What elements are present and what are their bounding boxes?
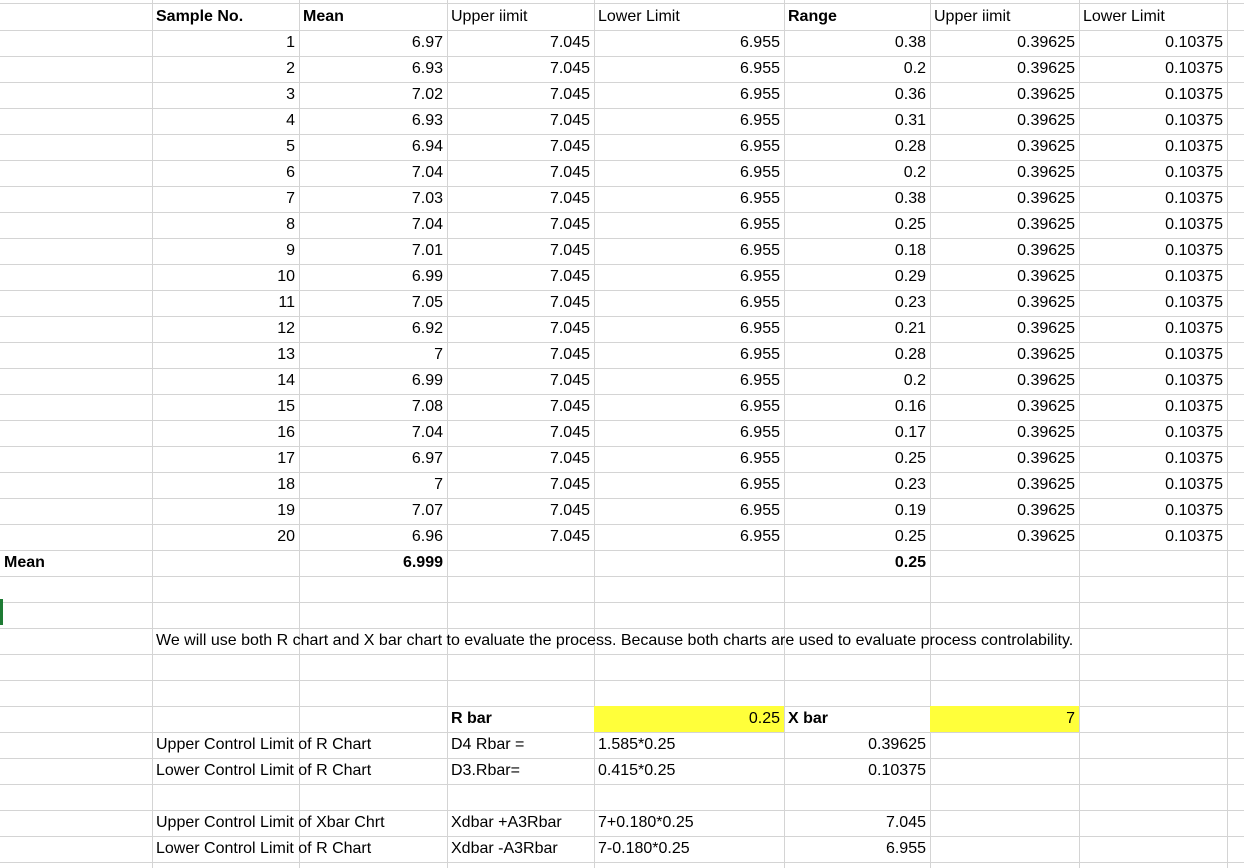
- table-cell[interactable]: 5: [286, 138, 295, 155]
- table-cell[interactable]: 6.96: [411, 528, 443, 545]
- row-gridline: [0, 654, 1244, 655]
- row-gridline: [0, 784, 1244, 785]
- column-header[interactable]: Mean: [303, 7, 344, 25]
- table-cell[interactable]: 7.01: [411, 242, 443, 259]
- table-cell[interactable]: 13: [277, 346, 295, 363]
- row-gridline: [0, 576, 1244, 577]
- table-cell[interactable]: 6.97: [411, 34, 443, 51]
- table-cell[interactable]: 6.955: [739, 86, 780, 103]
- lcl-x-formula[interactable]: Xdbar -A3Rbar: [451, 840, 558, 857]
- table-cell[interactable]: 6.99: [411, 372, 443, 389]
- table-cell[interactable]: 0.38: [894, 34, 926, 51]
- table-cell[interactable]: 7.04: [411, 216, 443, 233]
- table-cell[interactable]: 0.10375: [1165, 34, 1223, 51]
- table-cell[interactable]: 0.10375: [1165, 320, 1223, 337]
- table-cell[interactable]: 0.39625: [1017, 346, 1075, 363]
- table-cell[interactable]: 0.10375: [1165, 242, 1223, 259]
- table-cell[interactable]: 0.39625: [1017, 164, 1075, 181]
- table-cell[interactable]: 0.10375: [1165, 528, 1223, 545]
- table-cell[interactable]: 6.955: [739, 190, 780, 207]
- table-cell[interactable]: 7: [434, 476, 443, 493]
- table-cell[interactable]: 7.045: [549, 450, 590, 467]
- lcl-x-value[interactable]: 6.955: [885, 840, 926, 857]
- table-cell[interactable]: 20: [277, 528, 295, 545]
- table-cell[interactable]: 0.2: [903, 372, 926, 389]
- table-cell[interactable]: 4: [286, 112, 295, 129]
- table-cell[interactable]: 0.39625: [1017, 34, 1075, 51]
- table-cell[interactable]: 7.045: [549, 138, 590, 155]
- column-header[interactable]: Lower Limit: [1083, 7, 1165, 25]
- table-cell[interactable]: 0.18: [894, 242, 926, 259]
- table-cell[interactable]: 0.23: [894, 294, 926, 311]
- table-cell[interactable]: 6.92: [411, 320, 443, 337]
- table-cell[interactable]: 0.39625: [1017, 190, 1075, 207]
- table-cell[interactable]: 0.10375: [1165, 502, 1223, 519]
- table-cell[interactable]: 7: [434, 346, 443, 363]
- table-cell[interactable]: 0.39625: [1017, 268, 1075, 285]
- mean-row-label[interactable]: Mean: [4, 554, 45, 571]
- lcl-r-formula[interactable]: D3.Rbar=: [451, 762, 520, 779]
- table-cell[interactable]: 0.38: [894, 190, 926, 207]
- column-header[interactable]: Upper iimit: [451, 7, 528, 25]
- table-cell[interactable]: 14: [277, 372, 295, 389]
- table-cell[interactable]: 6.955: [739, 528, 780, 545]
- table-cell[interactable]: 0.39625: [1017, 216, 1075, 233]
- table-cell[interactable]: 7.045: [549, 60, 590, 77]
- table-cell[interactable]: 0.39625: [1017, 320, 1075, 337]
- table-cell[interactable]: 7.045: [549, 424, 590, 441]
- table-cell[interactable]: 0.39625: [1017, 60, 1075, 77]
- table-cell[interactable]: 0.10375: [1165, 138, 1223, 155]
- row-gridline: [0, 862, 1244, 863]
- ucl-x-formula[interactable]: Xdbar +A3Rbar: [451, 814, 562, 831]
- table-cell[interactable]: 0.39625: [1017, 502, 1075, 519]
- table-cell[interactable]: 7.045: [549, 476, 590, 493]
- table-cell[interactable]: 0.28: [894, 138, 926, 155]
- table-cell[interactable]: 0.10375: [1165, 60, 1223, 77]
- table-cell[interactable]: 6.93: [411, 112, 443, 129]
- table-cell[interactable]: 6.94: [411, 138, 443, 155]
- table-cell[interactable]: 0.25: [894, 216, 926, 233]
- table-cell[interactable]: 7.045: [549, 190, 590, 207]
- table-cell[interactable]: 6.955: [739, 268, 780, 285]
- table-cell[interactable]: 7.045: [549, 242, 590, 259]
- table-cell[interactable]: 7.045: [549, 164, 590, 181]
- table-cell[interactable]: 0.10375: [1165, 86, 1223, 103]
- table-cell[interactable]: 0.39625: [1017, 450, 1075, 467]
- table-cell[interactable]: 6.955: [739, 398, 780, 415]
- table-cell[interactable]: 3: [286, 86, 295, 103]
- table-cell[interactable]: 7.045: [549, 86, 590, 103]
- table-cell[interactable]: 6.955: [739, 294, 780, 311]
- ucl-x-expression[interactable]: 7+0.180*0.25: [598, 814, 694, 831]
- table-cell[interactable]: 0.25: [894, 528, 926, 545]
- table-cell[interactable]: 7.07: [411, 502, 443, 519]
- table-cell[interactable]: 6.955: [739, 216, 780, 233]
- table-cell[interactable]: 7.02: [411, 86, 443, 103]
- table-cell[interactable]: 10: [277, 268, 295, 285]
- table-cell[interactable]: 0.10375: [1165, 112, 1223, 129]
- table-cell[interactable]: 6.955: [739, 242, 780, 259]
- table-cell[interactable]: 0.10375: [1165, 216, 1223, 233]
- table-cell[interactable]: 0.19: [894, 502, 926, 519]
- table-cell[interactable]: 0.10375: [1165, 190, 1223, 207]
- table-cell[interactable]: 0.10375: [1165, 268, 1223, 285]
- table-cell[interactable]: 6.955: [739, 424, 780, 441]
- ucl-x-label[interactable]: Upper Control Limit of Xbar Chrt: [156, 814, 385, 831]
- table-cell[interactable]: 6.955: [739, 502, 780, 519]
- table-cell[interactable]: 7.045: [549, 372, 590, 389]
- table-cell[interactable]: 0.10375: [1165, 164, 1223, 181]
- table-cell[interactable]: 7: [286, 190, 295, 207]
- table-cell[interactable]: 7.05: [411, 294, 443, 311]
- table-cell[interactable]: 0.10375: [1165, 424, 1223, 441]
- mean-range-value[interactable]: 0.25: [894, 554, 926, 571]
- table-cell[interactable]: 6.99: [411, 268, 443, 285]
- table-cell[interactable]: 0.2: [903, 164, 926, 181]
- table-cell[interactable]: 0.36: [894, 86, 926, 103]
- table-cell[interactable]: 6.97: [411, 450, 443, 467]
- table-cell[interactable]: 8: [286, 216, 295, 233]
- xbar-value[interactable]: 7: [930, 706, 1079, 732]
- table-cell[interactable]: 7.045: [549, 502, 590, 519]
- table-cell[interactable]: 0.31: [894, 112, 926, 129]
- table-cell[interactable]: 7.045: [549, 294, 590, 311]
- lcl-r-label[interactable]: Lower Control Limit of R Chart: [156, 762, 372, 779]
- note-text[interactable]: We will use both R chart and X bar chart to evaluate the process. Because both charts are used to evaluate process controlability.: [156, 632, 1074, 649]
- table-cell[interactable]: 6.955: [739, 320, 780, 337]
- column-header[interactable]: Lower Limit: [598, 7, 680, 25]
- table-cell[interactable]: 6.955: [739, 164, 780, 181]
- table-cell[interactable]: 0.25: [894, 450, 926, 467]
- table-cell[interactable]: 7.08: [411, 398, 443, 415]
- table-cell[interactable]: 6.955: [739, 112, 780, 129]
- active-row-marker: [0, 599, 3, 625]
- table-cell[interactable]: 0.17: [894, 424, 926, 441]
- table-cell[interactable]: 6.955: [739, 346, 780, 363]
- table-cell[interactable]: 6.955: [739, 450, 780, 467]
- table-cell[interactable]: 0.39625: [1017, 424, 1075, 441]
- table-cell[interactable]: 0.28: [894, 346, 926, 363]
- column-gridline: [1227, 0, 1228, 868]
- rbar-value[interactable]: 0.25: [594, 706, 784, 732]
- row-gridline: [0, 602, 1244, 603]
- table-cell[interactable]: 0.39625: [1017, 398, 1075, 415]
- lcl-x-expression[interactable]: 7-0.180*0.25: [598, 840, 690, 857]
- table-cell[interactable]: 0.10375: [1165, 372, 1223, 389]
- ucl-x-value[interactable]: 7.045: [885, 814, 926, 831]
- row-gridline: [0, 550, 1244, 551]
- table-cell[interactable]: 0.10375: [1165, 294, 1223, 311]
- table-cell[interactable]: 7.045: [549, 268, 590, 285]
- table-cell[interactable]: 0.39625: [1017, 242, 1075, 259]
- grand-mean-value[interactable]: 6.999: [402, 554, 443, 571]
- table-cell[interactable]: 19: [277, 502, 295, 519]
- table-cell[interactable]: 6: [286, 164, 295, 181]
- table-cell[interactable]: 0.39625: [1017, 112, 1075, 129]
- table-cell[interactable]: 15: [277, 398, 295, 415]
- ucl-r-label[interactable]: Upper Control Limit of R Chart: [156, 736, 372, 753]
- lcl-r-value[interactable]: 0.10375: [868, 762, 926, 779]
- table-cell[interactable]: 7.04: [411, 164, 443, 181]
- table-cell[interactable]: 7.045: [549, 346, 590, 363]
- ucl-r-formula[interactable]: D4 Rbar =: [451, 736, 525, 753]
- table-cell[interactable]: 7.045: [549, 34, 590, 51]
- table-cell[interactable]: 7.045: [549, 320, 590, 337]
- table-cell[interactable]: 7.045: [549, 398, 590, 415]
- table-cell[interactable]: 7.045: [549, 216, 590, 233]
- table-cell[interactable]: 6.93: [411, 60, 443, 77]
- table-cell[interactable]: 6.955: [739, 60, 780, 77]
- table-cell[interactable]: 0.10375: [1165, 398, 1223, 415]
- column-header[interactable]: Upper iimit: [934, 7, 1011, 25]
- table-cell[interactable]: 0.39625: [1017, 294, 1075, 311]
- column-header[interactable]: Range: [788, 7, 837, 25]
- table-cell[interactable]: 6.955: [739, 138, 780, 155]
- table-cell[interactable]: 0.21: [894, 320, 926, 337]
- lcl-x-label[interactable]: Lower Control Limit of R Chart: [156, 840, 372, 857]
- table-cell[interactable]: 0.2: [903, 60, 926, 77]
- table-cell[interactable]: 16: [277, 424, 295, 441]
- table-cell[interactable]: 11: [278, 294, 295, 311]
- table-cell[interactable]: 0.39625: [1017, 476, 1075, 493]
- xbar-label[interactable]: X bar: [788, 710, 829, 727]
- table-cell[interactable]: 2: [286, 60, 295, 77]
- table-cell[interactable]: 18: [277, 476, 295, 493]
- table-cell[interactable]: 12: [277, 320, 295, 337]
- table-cell[interactable]: 7.04: [411, 424, 443, 441]
- rbar-label[interactable]: R bar: [451, 710, 492, 727]
- table-cell[interactable]: 7.045: [549, 112, 590, 129]
- lcl-r-expression[interactable]: 0.415*0.25: [598, 762, 676, 779]
- ucl-r-value[interactable]: 0.39625: [868, 736, 926, 753]
- table-cell[interactable]: 0.39625: [1017, 138, 1075, 155]
- table-cell[interactable]: 9: [286, 242, 295, 259]
- table-cell[interactable]: 0.39625: [1017, 372, 1075, 389]
- table-cell[interactable]: 6.955: [739, 476, 780, 493]
- table-cell[interactable]: 1: [286, 34, 295, 51]
- table-cell[interactable]: 0.39625: [1017, 86, 1075, 103]
- table-cell[interactable]: 0.39625: [1017, 528, 1075, 545]
- table-cell[interactable]: 7.045: [549, 528, 590, 545]
- table-cell[interactable]: 7.03: [411, 190, 443, 207]
- table-cell[interactable]: 17: [277, 450, 295, 467]
- table-cell[interactable]: 0.16: [894, 398, 926, 415]
- row-gridline: [0, 680, 1244, 681]
- table-cell[interactable]: 0.23: [894, 476, 926, 493]
- column-header[interactable]: Sample No.: [156, 7, 244, 25]
- table-cell[interactable]: 0.29: [894, 268, 926, 285]
- table-cell[interactable]: 6.955: [739, 372, 780, 389]
- table-cell[interactable]: 6.955: [739, 34, 780, 51]
- table-cell[interactable]: 0.10375: [1165, 346, 1223, 363]
- table-cell[interactable]: 0.10375: [1165, 476, 1223, 493]
- table-cell[interactable]: 0.10375: [1165, 450, 1223, 467]
- ucl-r-expression[interactable]: 1.585*0.25: [598, 736, 676, 753]
